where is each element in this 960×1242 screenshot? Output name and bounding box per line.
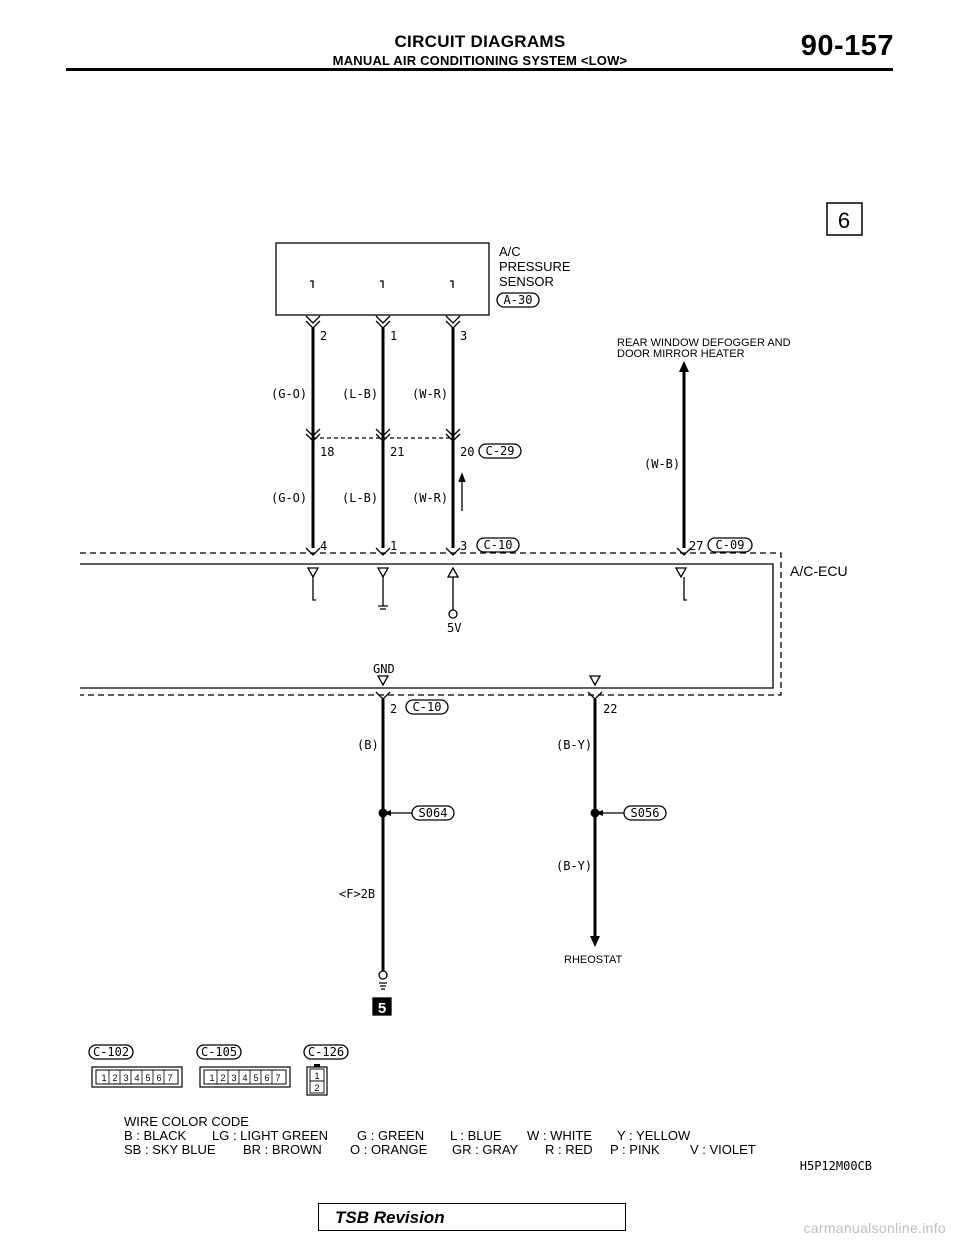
- rheostat-pin: 22: [603, 702, 618, 716]
- sensor-pin-1: 1: [390, 329, 398, 343]
- c102-pin-5: 5: [145, 1073, 151, 1083]
- c126-pin-2: 2: [314, 1083, 320, 1093]
- page-subtitle: MANUAL AIR CONDITIONING SYSTEM <LOW>: [332, 53, 628, 68]
- connector-c-102: [89, 1045, 182, 1087]
- ecu-pin-4: 4: [320, 539, 328, 553]
- wire-label-b: (B): [357, 738, 379, 752]
- gnd-connector-label: C-10: [412, 700, 442, 714]
- legend-r: R : RED: [545, 1142, 593, 1157]
- c105-pin-5: 5: [253, 1073, 259, 1083]
- c102-pin-7: 7: [167, 1073, 173, 1083]
- connector-c-105-label: C-105: [200, 1045, 238, 1059]
- junction-connector-label: C-29: [485, 444, 515, 458]
- legend-br: BR : BROWN: [243, 1142, 322, 1157]
- tsb-revision-box: [318, 1203, 626, 1231]
- legend-lg: LG : LIGHT GREEN: [212, 1128, 329, 1143]
- rheostat-label: RHEOSTAT: [564, 954, 623, 966]
- c105-pin-3: 3: [231, 1073, 237, 1083]
- sensor-label-3: SENSOR: [499, 274, 554, 289]
- junction-pin-20: 20: [460, 445, 475, 459]
- junction-pin-18: 18: [320, 445, 335, 459]
- c105-pin-2: 2: [220, 1073, 226, 1083]
- legend-v: V : VIOLET: [690, 1142, 756, 1157]
- c105-pin-1: 1: [209, 1073, 215, 1083]
- watermark: carmanualsonline.info: [803, 1220, 946, 1236]
- c105-pin-4: 4: [242, 1073, 248, 1083]
- c102-pin-3: 3: [123, 1073, 129, 1083]
- ecu-pin-3: 3: [460, 539, 468, 553]
- ecu-label: A/C-ECU: [790, 563, 848, 579]
- legend-gr: GR : GRAY: [452, 1142, 519, 1157]
- wire-label-w-r-mid: (W-R): [412, 491, 449, 505]
- defogger-label-2: DOOR MIRROR HEATER: [617, 348, 745, 360]
- ref-top-label: 6: [837, 208, 851, 233]
- wire-label-l-b-upper: (L-B): [342, 387, 379, 401]
- wire-label-g-o-upper: (G-O): [271, 387, 308, 401]
- sensor-connector-label: A-30: [503, 293, 533, 307]
- ecu-pin-1: 1: [390, 539, 398, 553]
- c126-pin-1: 1: [314, 1071, 320, 1081]
- defogger-wire-label: (W-B): [644, 457, 681, 471]
- legend-w: W : WHITE: [527, 1128, 592, 1143]
- defogger-label-1: REAR WINDOW DEFOGGER AND: [617, 337, 791, 349]
- c105-pin-7: 7: [275, 1073, 281, 1083]
- wire-label-b-y-2: (B-Y): [556, 859, 593, 873]
- page-title: CIRCUIT DIAGRAMS: [394, 32, 566, 51]
- gnd-label: GND: [373, 662, 395, 676]
- wire-label-b-y-1: (B-Y): [556, 738, 593, 752]
- legend-y: Y : YELLOW: [617, 1128, 691, 1143]
- defogger-pin: 27: [689, 539, 704, 553]
- splice-label-s064: S064: [418, 806, 448, 820]
- c102-pin-4: 4: [134, 1073, 140, 1083]
- diagram-code: H5P12M00CB: [799, 1159, 872, 1173]
- splice-label-s056: S056: [630, 806, 660, 820]
- legend-b: B : BLACK: [124, 1128, 187, 1143]
- connector-c-105: [197, 1045, 290, 1087]
- legend-title: WIRE COLOR CODE: [124, 1114, 249, 1129]
- c102-pin-2: 2: [112, 1073, 118, 1083]
- rheostat-arrow: [590, 936, 600, 947]
- connector-c-126-label: C-126: [307, 1045, 345, 1059]
- legend-l: L : BLUE: [450, 1128, 502, 1143]
- sensor-pin-2: 2: [320, 329, 328, 343]
- c102-pin-6: 6: [156, 1073, 162, 1083]
- page-number: 90-157: [800, 30, 894, 62]
- legend-g: G : GREEN: [357, 1128, 425, 1143]
- legend-o: O : ORANGE: [350, 1142, 428, 1157]
- defogger-connector-label: C-09: [715, 538, 745, 552]
- wire-label-l-b-mid: (L-B): [342, 491, 379, 505]
- voltage-label: 5V: [447, 621, 462, 635]
- wire-color-legend: [124, 1114, 756, 1157]
- ground-ref-label: <F>2B: [339, 887, 376, 901]
- legend-p: P : PINK: [610, 1142, 660, 1157]
- sensor-label-1: A/C: [499, 244, 521, 259]
- connector-c-126: [304, 1045, 348, 1095]
- sensor-pin-3: 3: [460, 329, 468, 343]
- ecu-connector-a-label: C-10: [483, 538, 513, 552]
- connector-c-102-label: C-102: [92, 1045, 130, 1059]
- wire-label-w-r-upper: (W-R): [412, 387, 449, 401]
- sensor-box: [276, 243, 489, 315]
- c102-pin-1: 1: [101, 1073, 107, 1083]
- wire-label-g-o-mid: (G-O): [271, 491, 308, 505]
- tsb-revision-label: TSB Revision: [335, 1208, 445, 1227]
- defogger-arrow: [679, 361, 689, 372]
- gnd-pin: 2: [390, 702, 398, 716]
- junction-pin-21: 21: [390, 445, 405, 459]
- sensor-label-2: PRESSURE: [499, 259, 571, 274]
- c105-pin-6: 6: [264, 1073, 270, 1083]
- legend-sb: SB : SKY BLUE: [124, 1142, 216, 1157]
- ref-bottom-label: 5: [377, 1000, 387, 1017]
